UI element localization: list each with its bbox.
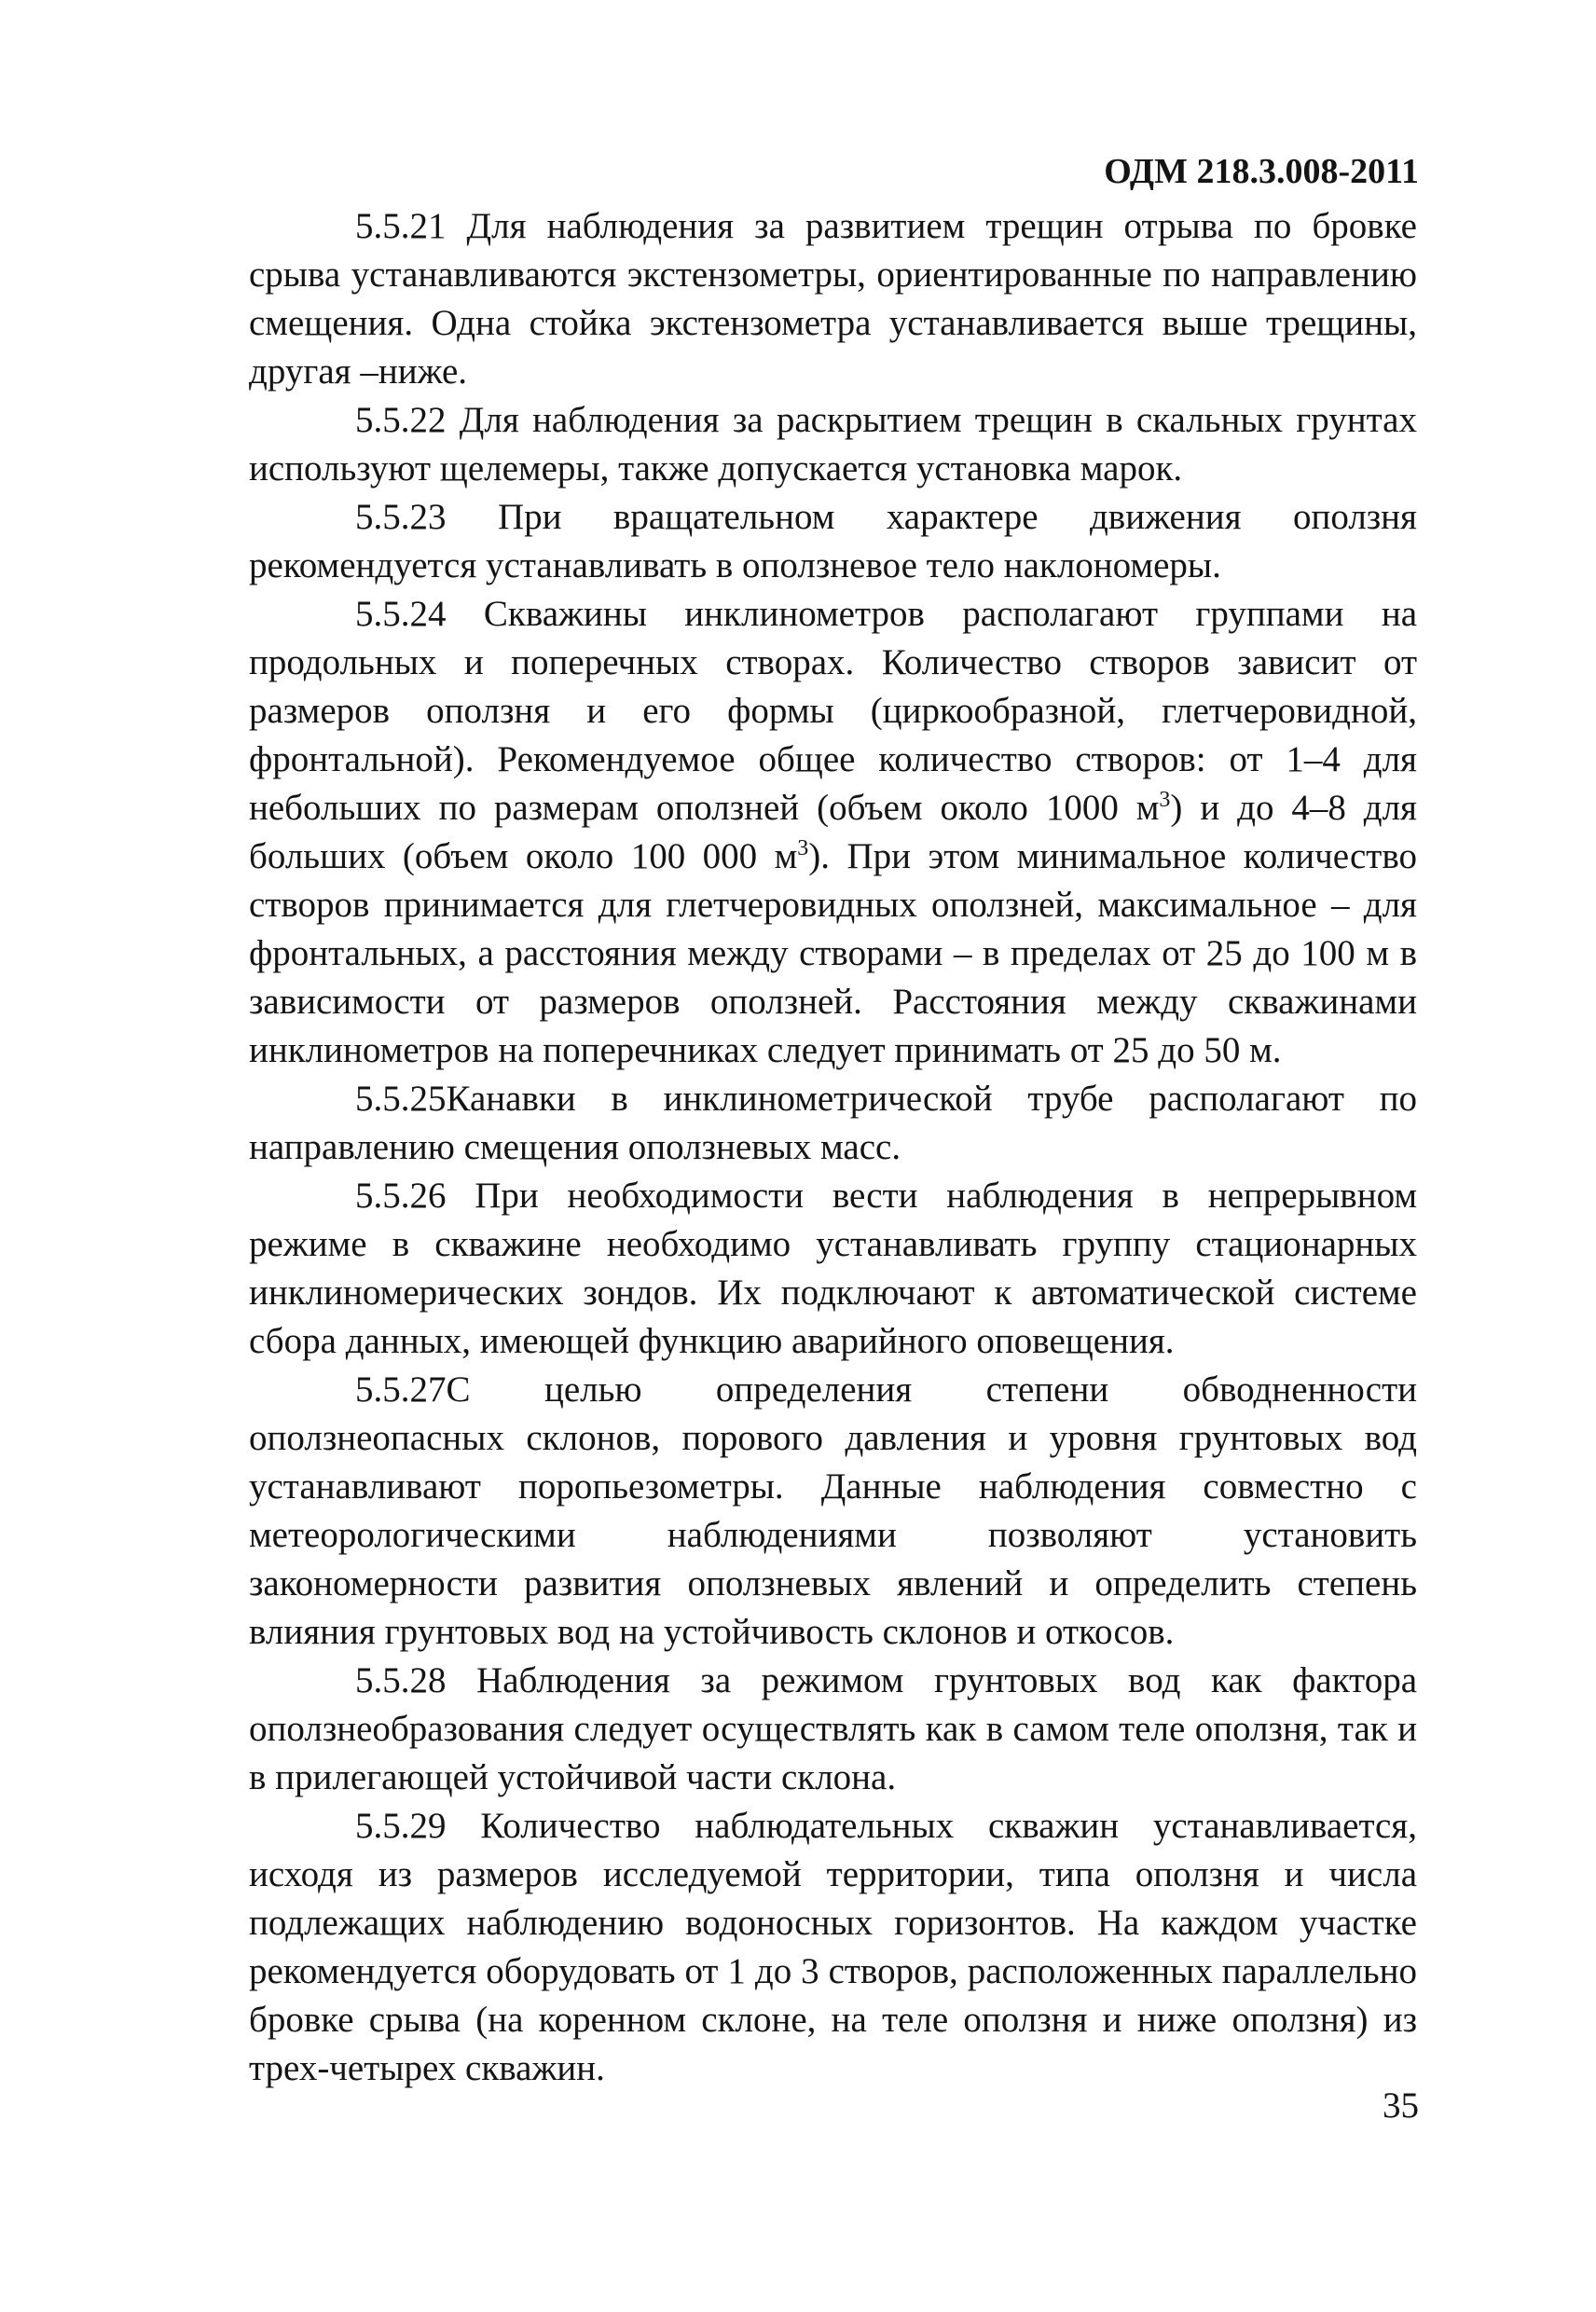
paragraph-5-5-24-part-3: ). При этом минимальное количество створов принимается для глетчеровидных оползней, максимальное – для фронтальных, а расстояния между створами – в пределах от 25 до 100 м в зависимости от размеров оползней. Расстояния между скважинами инклинометров на поперечниках следует принимать от 25 до 50 м.	[249, 836, 1417, 1070]
paragraph-5-5-23: 5.5.23 При вращательном характере движения оползня рекомендуется устанавливать в оползневое тело наклономеры.	[249, 497, 1417, 585]
paragraph-5-5-22: 5.5.22 Для наблюдения за раскрытием трещин в скальных грунтах используют щелемеры, также допускается установка марок.	[249, 400, 1417, 489]
superscript-cubic-1: 3	[1159, 788, 1171, 812]
superscript-cubic-2: 3	[797, 836, 809, 860]
paragraph-5-5-29: 5.5.29 Количество наблюдательных скважин устанавливается, исходя из размеров исследуемой территории, типа оползня и числа подлежащих наблюдению водоносных горизонтов. На каждом участке рекомендуется оборудовать от 1 до 3 створов, расположенных параллельно бровке срыва (на коренном склоне, на теле оползня и ниже оползня) из трех-четырех скважин.	[249, 1806, 1417, 2088]
document-body	[249, 202, 1417, 2093]
paragraph-5-5-28: 5.5.28 Наблюдения за режимом грунтовых вод как фактора оползнеобразования следует осуществлять как в самом теле оползня, так и в прилегающей устойчивой части склона.	[249, 1660, 1417, 1797]
paragraph-5-5-24	[249, 590, 1417, 1075]
document-code-header: ОДМ 218.3.008-2011	[1104, 152, 1419, 191]
paragraph-5-5-26: 5.5.26 При необходимости вести наблюдения в непрерывном режиме в скважине необходимо устанавливать группу стационарных инклиномерических зондов. Их подключают к автоматической системе сбора данных, имеющей функцию аварийного оповещения.	[249, 1176, 1417, 1361]
paragraph-5-5-27: 5.5.27С целью определения степени обводненности оползнеопасных склонов, порового давления и уровня грунтовых вод устанавливают поропьезометры. Данные наблюдения совместно с метеорологическими наблюдениями позволяют установить закономерности развития оползневых явлений и определить степень влияния грунтовых вод на устойчивость склонов и откосов.	[249, 1369, 1417, 1652]
paragraph-5-5-21: 5.5.21 Для наблюдения за развитием трещин отрыва по бровке срыва устанавливаются экстензометры, ориентированные по направлению смещения. Одна стойка экстензометра устанавливается выше трещины, другая –ниже.	[249, 206, 1417, 392]
paragraph-5-5-25: 5.5.25Канавки в инклинометрической трубе располагают по направлению смещения оползневых масс.	[249, 1079, 1417, 1167]
paragraph-5-5-24-part-2: ) и до 4–8 для больших (объем около 100 000 м	[249, 788, 1417, 876]
page-number: 35	[1383, 2085, 1419, 2126]
paragraph-5-5-24-part-1: 5.5.24 Скважины инклинометров располагают группами на продольных и поперечных створах. Количество створов зависит от размеров оползня и его формы (циркообразной, глетчеровидной, фронтальной). Рекомендуемое общее количество створов: от 1–4 для небольших по размерам оползней (объем около 1000 м	[249, 594, 1417, 828]
